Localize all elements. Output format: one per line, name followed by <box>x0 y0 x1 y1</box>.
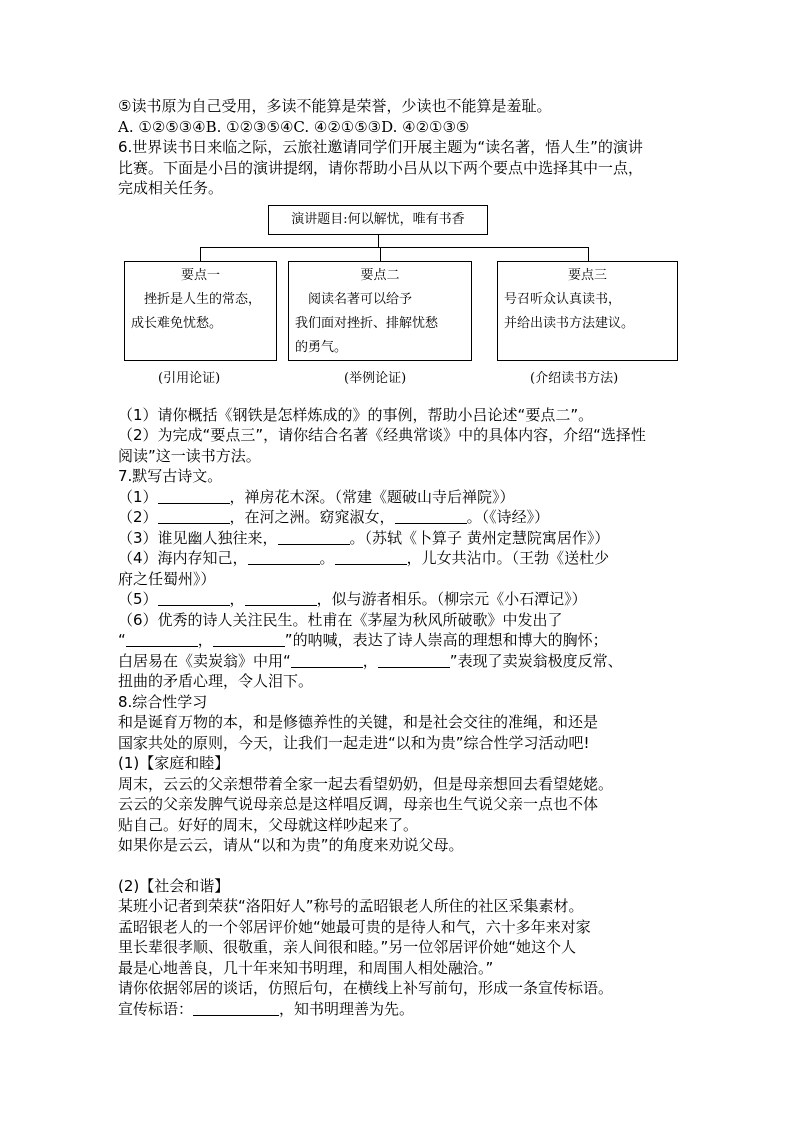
question-7-item-6-cont <box>118 630 698 651</box>
item-text: ， <box>362 651 378 670</box>
question-8-intro-2: 国家共处的原则，今天，让我们一起走进“以和为贵”综合性学习活动吧! <box>118 733 590 752</box>
point-two-text: 我们面对挫折、排解忧愁 <box>295 315 439 331</box>
section-social-harmony-title: (2)【社会和谐】 <box>118 876 230 895</box>
item-text: 。 <box>319 549 335 567</box>
family-harmony-task: 如果你是云云，请从“以和为贵”的角度来劝说父母。 <box>118 836 464 854</box>
slogan-text: ，知书明理善为先。 <box>279 999 415 1018</box>
point-one-caption: (引用论证) <box>158 370 221 386</box>
item-text: 。（苏轼《卜算子 黄州定慧院寓居作》） <box>349 528 610 547</box>
point-two-box <box>288 261 472 361</box>
item-text: ，儿女共沾巾。（王勃《送杜少 <box>406 549 610 567</box>
point-two-text: 阅读名著可以给予 <box>295 291 413 307</box>
question-6-task-2: （2）为完成“要点三”，请你结合名著《经典常谈》中的具体内容，介绍“选择性 <box>118 426 646 444</box>
point-two-caption: (举例论证) <box>344 370 407 386</box>
answer-blank[interactable] <box>126 631 198 647</box>
family-harmony-text: 云云的父亲发脾气说母亲总是这样唱反调，母亲也生气说父亲一点也不体 <box>118 795 599 813</box>
question-7-item-5 <box>118 589 698 610</box>
item-label: （1） <box>118 487 158 506</box>
social-harmony-text: 最是心地善良，几十年来知书明理，和周围人相处融洽。” <box>118 958 494 977</box>
connector <box>200 247 588 248</box>
speech-title-box: 演讲题目:何以解忧，唯有书香 <box>268 205 488 235</box>
question-8-title: 8.综合性学习 <box>118 692 208 711</box>
item-text: 。（《诗经》） <box>466 508 550 526</box>
point-three-box <box>497 261 678 361</box>
point-one-heading: 要点一 <box>180 267 220 283</box>
connector <box>200 247 201 261</box>
connector <box>378 235 379 247</box>
spacer <box>118 856 698 876</box>
question-6-task-1: （1）请你概括《钢铁是怎样炼成的》的事例，帮助小吕论述“要点二”。 <box>118 405 594 424</box>
item-label: （5） <box>118 590 158 608</box>
point-three-heading: 要点三 <box>567 267 607 283</box>
answer-blank[interactable] <box>278 529 350 545</box>
option-line-5: ⑤读书原为自己受用，多读不能算是荣誉，少读也不能算是羞耻。 <box>118 97 552 115</box>
question-7-item-1 <box>118 487 698 508</box>
social-harmony-text: 里长辈很孝顺、很敬重，亲人间很和睦。”另一位邻居评价她“她这个人 <box>118 938 577 956</box>
answer-blank[interactable] <box>158 508 230 524</box>
question-7-item-6-cont2 <box>118 651 698 672</box>
item-text: ，似与游者相乐。（柳宗元《小石潭记》） <box>316 590 587 608</box>
family-harmony-text: 周末，云云的父亲想带着全家一起去看望奶奶，但是母亲想回去看望姥姥。 <box>118 774 614 793</box>
answer-blank[interactable] <box>248 549 320 565</box>
item-text: （4）海内存知己， <box>118 549 248 567</box>
item-text: 白居易在《卖炭翁》中用“ <box>118 651 291 670</box>
answer-blank[interactable] <box>335 549 407 565</box>
point-one-box <box>124 261 277 361</box>
point-three-caption: (介绍读书方法) <box>530 370 619 386</box>
question-7-item-6: （6）优秀的诗人关注民生。杜甫在《茅屋为秋风所破歌》中发出了 <box>118 610 563 629</box>
item-text: ，在河之洲。窈窕淑女， <box>229 508 395 526</box>
family-harmony-text: 贴自己。好好的周末，父母就这样吵起来了。 <box>118 815 419 834</box>
item-text: ，禅房花木深。（常建《题破山寺后禅院》） <box>229 487 515 506</box>
social-harmony-task: 请你依据邻居的谈话，仿照后句，在横线上补写前句，形成一条宣传标语。 <box>118 979 614 997</box>
question-7-title: 7.默写古诗文。 <box>118 467 223 485</box>
social-harmony-text: 某班小记者到荣获“洛阳好人”称号的孟昭银老人所住的社区采集素材。 <box>118 897 584 915</box>
question-7-item-4-cont: 府之任蜀州》） <box>118 569 216 588</box>
point-one-text: 挫折是人生的常态， <box>131 291 262 307</box>
social-harmony-text: 孟昭银老人的一个邻居评价她“她最可贵的是待人和气，六十多年来对家 <box>118 917 591 936</box>
point-three-text: 号召听众认真读书， <box>504 291 622 307</box>
answer-blank[interactable] <box>291 652 363 668</box>
answer-blank[interactable] <box>395 508 467 524</box>
point-three-text: 并给出读书方法建议。 <box>504 315 635 331</box>
answer-choices: A. ①②⑤③④B. ①②③⑤④C. ④②①⑤③D. ④②①③⑤ <box>118 117 470 136</box>
item-text: ， <box>229 590 245 608</box>
question-6-task-2-cont: 阅读”这一读书方法。 <box>118 446 261 465</box>
answer-blank[interactable] <box>245 590 317 606</box>
slogan-line <box>118 999 698 1020</box>
item-text: “ <box>118 631 126 649</box>
question-7-item-3 <box>118 528 698 549</box>
answer-blank[interactable] <box>378 652 450 668</box>
slogan-label: 宣传标语： <box>118 999 194 1018</box>
point-two-heading: 要点二 <box>360 267 400 283</box>
question-7-item-2 <box>118 507 698 528</box>
answer-blank[interactable] <box>158 590 230 606</box>
section-family-harmony-title: (1)【家庭和睦】 <box>118 754 230 772</box>
answer-blank[interactable] <box>158 488 230 504</box>
question-6-intro-3: 完成相关任务。 <box>118 179 224 197</box>
item-text: （3）谁见幽人独往来， <box>118 528 278 547</box>
question-6-intro: 6.世界读书日来临之际，云旅社邀请同学们开展主题为“读名著，悟人生”的演讲 <box>118 138 643 156</box>
question-8-intro: 和是诞育万物的本，和是修德养性的关键，和是社会交往的准绳，和还是 <box>118 713 599 731</box>
connector <box>588 247 589 261</box>
item-text: ”表现了卖炭翁极度反常、 <box>449 651 623 670</box>
item-text: ， <box>197 631 213 649</box>
answer-blank[interactable] <box>193 1000 279 1016</box>
answer-blank[interactable] <box>213 631 285 647</box>
question-7-item-4 <box>118 548 698 569</box>
question-6-intro-2: 比赛。下面是小吕的演讲提纲，请你帮助小吕从以下两个要点中选择其中一点， <box>118 158 644 177</box>
point-one-text: 成长难免忧愁。 <box>131 315 223 331</box>
speech-outline-diagram <box>118 203 698 403</box>
item-label: （2） <box>118 508 158 526</box>
question-7-item-6-cont3: 扭曲的矛盾心理，令人泪下。 <box>118 672 314 690</box>
exam-page <box>118 96 698 1019</box>
connector <box>380 247 381 261</box>
item-text: ”的呐喊，表达了诗人崇高的理想和博大的胸怀； <box>284 631 608 649</box>
point-two-text: 的勇气。 <box>295 339 348 355</box>
